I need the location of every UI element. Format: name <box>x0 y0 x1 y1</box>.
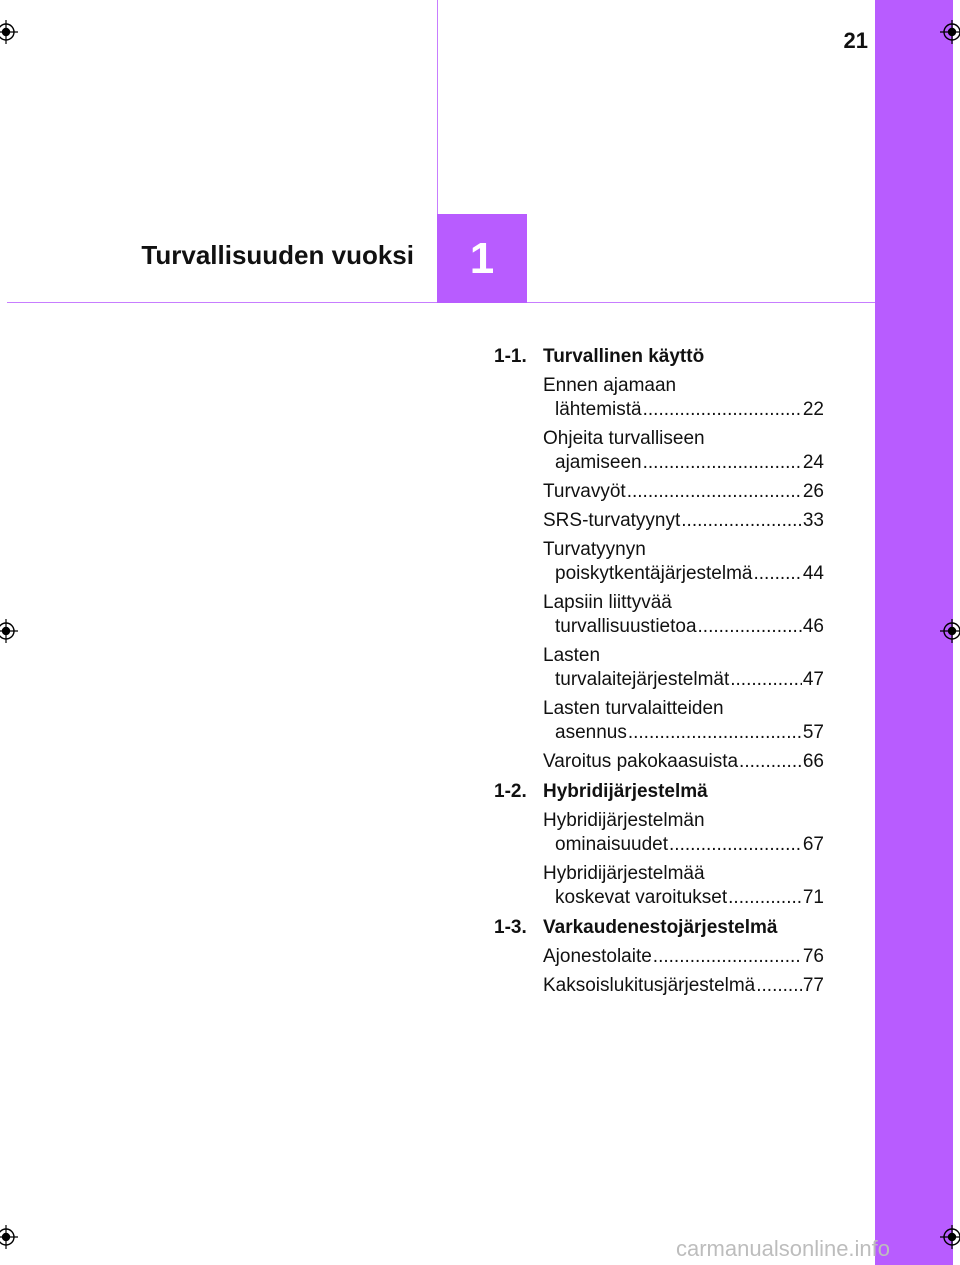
entry-page-number: 26 <box>802 481 824 502</box>
entry-title: turvalaitejärjestelmät <box>555 669 730 690</box>
entry-title: Ajonestolaite <box>543 946 652 967</box>
entry-page-number: 77 <box>802 975 824 996</box>
toc-section-heading[interactable] <box>494 780 824 804</box>
entry-title: ominaisuudet <box>555 834 669 855</box>
dot-leader <box>698 615 802 639</box>
toc-section-heading[interactable] <box>494 916 824 940</box>
section-title: Hybridijärjestelmä <box>543 781 708 802</box>
toc-entry[interactable] <box>543 974 824 998</box>
entry-title: asennus <box>555 722 627 743</box>
dot-leader <box>753 562 801 586</box>
entry-title: Kaksoislukitusjärjestelmä <box>543 975 756 996</box>
registration-mark-icon <box>0 619 18 643</box>
toc-entry[interactable] <box>543 697 824 745</box>
entry-page-number: 46 <box>802 616 824 637</box>
toc-section-heading[interactable] <box>494 345 824 369</box>
dot-leader <box>643 451 802 475</box>
dot-leader <box>756 974 802 998</box>
watermark: carmanualsonline.info <box>676 1236 891 1261</box>
dot-leader <box>730 668 802 692</box>
vertical-rule <box>437 0 438 214</box>
entry-page-number: 44 <box>802 563 824 584</box>
registration-mark-icon <box>940 1225 960 1249</box>
entry-page-number: 76 <box>802 946 824 967</box>
section-title: Turvallinen käyttö <box>543 346 705 367</box>
page-number: 21 <box>843 28 868 53</box>
entry-page-number: 22 <box>802 399 824 420</box>
entry-title: Turvavyöt <box>543 481 626 502</box>
toc-entry[interactable] <box>543 591 824 639</box>
dot-leader <box>681 509 802 533</box>
entry-title: Turvatyynyn <box>543 539 646 560</box>
chapter-title: Turvallisuuden vuoksi <box>141 240 414 270</box>
entry-title: Lasten <box>543 645 601 666</box>
entry-page-number: 57 <box>802 722 824 743</box>
registration-mark-icon <box>0 1225 18 1249</box>
toc-entry[interactable] <box>543 644 824 692</box>
entry-title: Lasten turvalaitteiden <box>543 698 724 719</box>
table-of-contents <box>494 345 824 998</box>
entry-title: poiskytkentäjärjestelmä <box>555 563 753 584</box>
toc-entry[interactable] <box>543 480 824 504</box>
section-number: 1-2. <box>494 781 527 802</box>
entry-title: lähtemistä <box>555 399 642 420</box>
entry-title: Hybridijärjestelmää <box>543 863 705 884</box>
entry-page-number: 66 <box>802 751 824 772</box>
dot-leader <box>643 398 802 422</box>
dot-leader <box>728 886 802 910</box>
dot-leader <box>653 945 802 969</box>
entry-title: SRS-turvatyynyt <box>543 510 681 531</box>
toc-entry[interactable] <box>543 862 824 910</box>
entry-page-number: 67 <box>802 834 824 855</box>
entry-title: Ennen ajamaan <box>543 375 677 396</box>
section-number: 1-3. <box>494 917 527 938</box>
registration-mark-icon <box>940 20 960 44</box>
registration-mark-icon <box>0 20 18 44</box>
entry-page-number: 33 <box>802 510 824 531</box>
entry-page-number: 24 <box>802 452 824 473</box>
entry-title: Hybridijärjestelmän <box>543 810 705 831</box>
dot-leader <box>739 750 802 774</box>
registration-mark-icon <box>940 619 960 643</box>
entry-title: Varoitus pakokaasuista <box>543 751 739 772</box>
section-number: 1-1. <box>494 346 527 367</box>
section-title: Varkaudenestojärjestelmä <box>543 917 778 938</box>
chapter-number-box: 1 <box>437 214 527 303</box>
dot-leader <box>627 480 802 504</box>
dot-leader <box>669 833 802 857</box>
toc-entry[interactable] <box>543 427 824 475</box>
entry-title: Ohjeita turvalliseen <box>543 428 705 449</box>
entry-page-number: 47 <box>802 669 824 690</box>
toc-entry[interactable] <box>543 750 824 774</box>
toc-entry[interactable] <box>543 945 824 969</box>
toc-entry[interactable] <box>543 374 824 422</box>
toc-entry[interactable] <box>543 509 824 533</box>
entry-page-number: 71 <box>802 887 824 908</box>
dot-leader <box>628 721 802 745</box>
toc-entry[interactable] <box>543 809 824 857</box>
entry-title: Lapsiin liittyvää <box>543 592 672 613</box>
entry-title: turvallisuustietoa <box>555 616 697 637</box>
entry-title: ajamiseen <box>555 452 642 473</box>
entry-title: koskevat varoitukset <box>555 887 728 908</box>
toc-entry[interactable] <box>543 538 824 586</box>
